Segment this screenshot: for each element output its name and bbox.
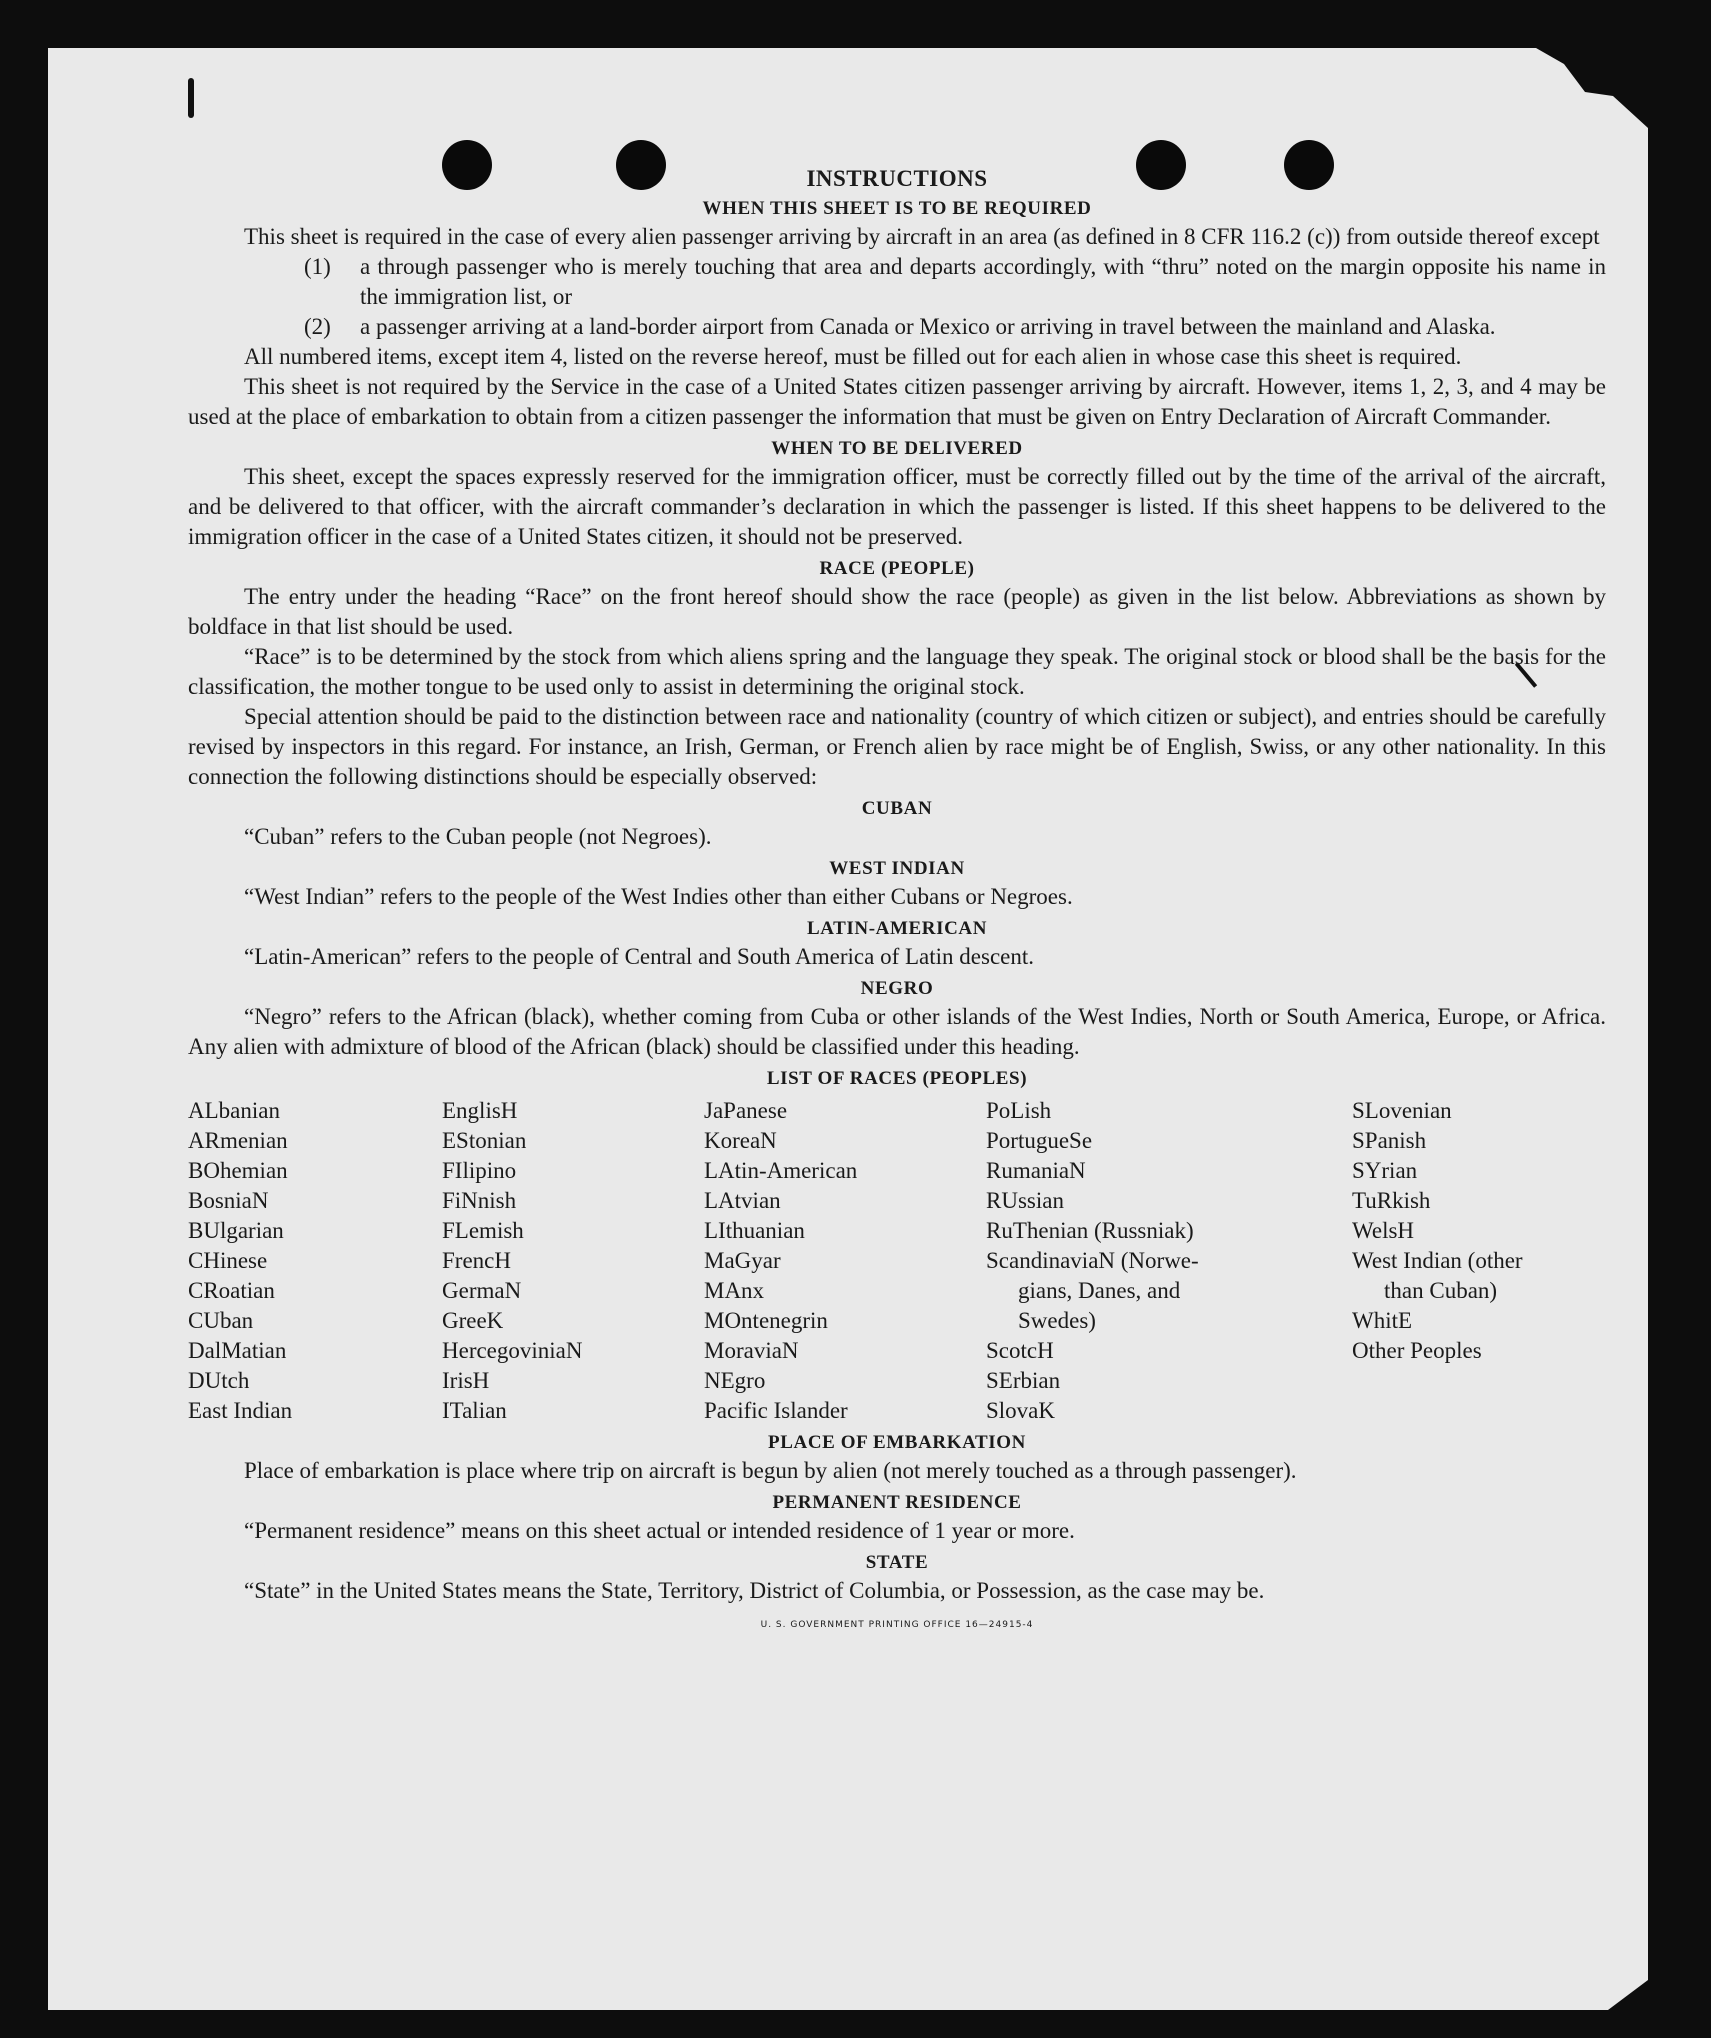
list-item: JaPanese: [704, 1098, 788, 1123]
list-item: FIlipino: [442, 1158, 517, 1183]
list-item: BOhemian: [188, 1158, 288, 1183]
list-item: MOntenegrin: [704, 1308, 828, 1333]
paragraph: “State” in the United States means the State, Territory, District of Columbia, or Possession, as the case may be.: [244, 1578, 1265, 1603]
list-item: CUban: [188, 1308, 254, 1333]
list-item: ALbanian: [188, 1098, 280, 1123]
list-item: West Indian (other: [1352, 1248, 1523, 1273]
section-heading-list-of-races: LIST OF RACES (PEOPLES): [766, 1068, 1028, 1089]
list-item: GreeK: [442, 1308, 504, 1333]
race-column: [1352, 1096, 1606, 1426]
list-item: TuRkish: [1352, 1188, 1431, 1213]
list-item: CHinese: [188, 1248, 268, 1273]
list-item: Pacific Islander: [704, 1398, 848, 1423]
list-item: GermaN: [442, 1278, 522, 1303]
list-item: RUssian: [986, 1188, 1064, 1213]
section-heading-cuban: CUBAN: [861, 798, 933, 819]
paragraph: “Negro” refers to the African (black), whether coming from Cuba or other islands of the West Indies, North or South America, Europe, or Africa. Any alien with admixture of blood of the African (black) should be classified under this heading.: [188, 1004, 1606, 1059]
list-item: SlovaK: [986, 1398, 1055, 1423]
folded-corner: [1608, 1980, 1648, 2010]
race-column: [704, 1096, 986, 1426]
section-heading-state: STATE: [865, 1552, 929, 1573]
section-heading-latin-american: LATIN-AMERICAN: [806, 918, 988, 939]
list-item: BUlgarian: [188, 1218, 284, 1243]
list-item: FiNnish: [442, 1188, 517, 1213]
list-item: NEgro: [704, 1368, 766, 1393]
list-item: [304, 312, 1606, 342]
list-item: RumaniaN: [986, 1158, 1086, 1183]
list-item: MAnx: [704, 1278, 765, 1303]
list-item: SPanish: [1352, 1128, 1427, 1153]
list-item: ITalian: [442, 1398, 507, 1423]
paragraph: All numbered items, except item 4, listed on the reverse hereof, must be filled out for each alien in whose case this sheet is required.: [244, 344, 1462, 369]
list-item: EnglisH: [442, 1098, 518, 1123]
list-item: LIthuanian: [704, 1218, 805, 1243]
list-item: MoraviaN: [704, 1338, 799, 1363]
paragraph: This sheet is not required by the Service in the case of a United States citizen passenger arriving by aircraft. However, items 1, 2, 3, and 4 may be used at the place of embarkation to obtain from a citizen passenger the information that must be given on Entry Declaration of Aircraft Commander.: [188, 374, 1606, 429]
paragraph: This sheet is required in the case of every alien passenger arriving by aircraft in an area (as defined in 8 CFR 116.2 (c)) from outside thereof except: [244, 224, 1600, 249]
document-page: [48, 48, 1648, 2010]
list-item: Swedes): [1018, 1308, 1096, 1333]
list-item: FrencH: [442, 1248, 511, 1273]
paragraph: Special attention should be paid to the distinction between race and nationality (country of which citizen or subject), and entries should be carefully revised by inspectors in this regard. For instance, an Irish, German, or French alien by race might be of English, Swiss, or any other nationality. In this connection the following distinctions should be especially observed:: [188, 704, 1606, 789]
list-item: RuThenian (Russniak): [986, 1218, 1194, 1243]
list-item: ScotcH: [986, 1338, 1054, 1363]
section-heading-race: RACE (PEOPLE): [819, 558, 975, 579]
list-item: DalMatian: [188, 1338, 287, 1363]
paragraph: This sheet, except the spaces expressly reserved for the immigration officer, must be correctly filled out by the time of the arrival of the aircraft, and be delivered to that officer, with the aircraft commander’s declaration in which the passenger is listed. If this sheet happens to be delivered to the immigration officer in the case of a United States citizen, it should not be preserved.: [188, 464, 1606, 549]
paragraph: “Cuban” refers to the Cuban people (not Negroes).: [244, 824, 712, 849]
list-item: East Indian: [188, 1398, 293, 1423]
list-item: WelsH: [1352, 1218, 1415, 1243]
race-list: [188, 1096, 1606, 1426]
race-column: [442, 1096, 704, 1426]
torn-corner: [1508, 48, 1648, 128]
paragraph: “West Indian” refers to the people of the West Indies other than either Cubans or Negroes.: [244, 884, 1073, 909]
list-item: SLovenian: [1352, 1098, 1452, 1123]
list-item: ScandinaviaN (Norwe-: [986, 1248, 1199, 1273]
list-item: MaGyar: [704, 1248, 781, 1273]
list-item: than Cuban): [1384, 1278, 1498, 1303]
paragraph: Place of embarkation is place where trip on aircraft is begun by alien (not merely touched as a through passenger).: [244, 1458, 1297, 1483]
list-item: BosniaN: [188, 1188, 269, 1213]
list-item: DUtch: [188, 1368, 250, 1393]
list-item: LAtvian: [704, 1188, 781, 1213]
instructions-body: [188, 166, 1606, 1630]
section-heading-west-indian: WEST INDIAN: [829, 858, 965, 879]
paragraph: “Latin-American” refers to the people of Central and South America of Latin descent.: [244, 944, 1034, 969]
list-item: IrisH: [442, 1368, 490, 1393]
list-item: SYrian: [1352, 1158, 1418, 1183]
list-item: FLemish: [442, 1218, 524, 1243]
list-item: WhitE: [1352, 1308, 1413, 1333]
paragraph: “Permanent residence” means on this sheet actual or intended residence of 1 year or more.: [244, 1518, 1075, 1543]
item-number: (1): [304, 254, 331, 279]
item-text: a through passenger who is merely touching that area and departs accordingly, with “thru” noted on the margin opposite his name in the immigration list, or: [360, 254, 1606, 309]
list-item: HercegoviniaN: [442, 1338, 583, 1363]
list-item: KoreaN: [704, 1128, 777, 1153]
list-item: CRoatian: [188, 1278, 275, 1303]
race-column: [986, 1096, 1352, 1426]
section-heading-when-delivered: WHEN TO BE DELIVERED: [771, 438, 1023, 459]
list-item: [304, 252, 1606, 312]
scan-mark: [188, 78, 194, 118]
list-item: PortugueSe: [986, 1128, 1093, 1153]
race-column: [188, 1096, 442, 1426]
item-number: (2): [304, 314, 331, 339]
list-item: SErbian: [986, 1368, 1061, 1393]
list-item: Other Peoples: [1352, 1338, 1482, 1363]
list-item: PoLish: [986, 1098, 1052, 1123]
section-heading-negro: NEGRO: [860, 978, 934, 999]
paragraph: “Race” is to be determined by the stock from which aliens spring and the language they speak. The original stock or blood shall be the basis for the classification, the mother tongue to be used only to assist in determining the original stock.: [188, 644, 1606, 699]
list-item: EStonian: [442, 1128, 527, 1153]
item-text: a passenger arriving at a land-border airport from Canada or Mexico or arriving in travel between the mainland and Alaska.: [360, 314, 1496, 339]
page-title: INSTRUCTIONS: [806, 166, 988, 191]
list-item: gians, Danes, and: [1018, 1278, 1181, 1303]
section-heading-permanent-residence: PERMANENT RESIDENCE: [772, 1492, 1022, 1513]
printer-imprint: U. S. GOVERNMENT PRINTING OFFICE 16—24915-4: [760, 1620, 1034, 1630]
list-item: LAtin-American: [704, 1158, 858, 1183]
section-heading-embarkation: PLACE OF EMBARKATION: [768, 1432, 1026, 1453]
paragraph: The entry under the heading “Race” on the front hereof should show the race (people) as given in the list below. Abbreviations as shown by boldface in that list should be used.: [188, 584, 1606, 639]
list-item: ARmenian: [188, 1128, 288, 1153]
section-heading-when-required: WHEN THIS SHEET IS TO BE REQUIRED: [702, 198, 1092, 219]
